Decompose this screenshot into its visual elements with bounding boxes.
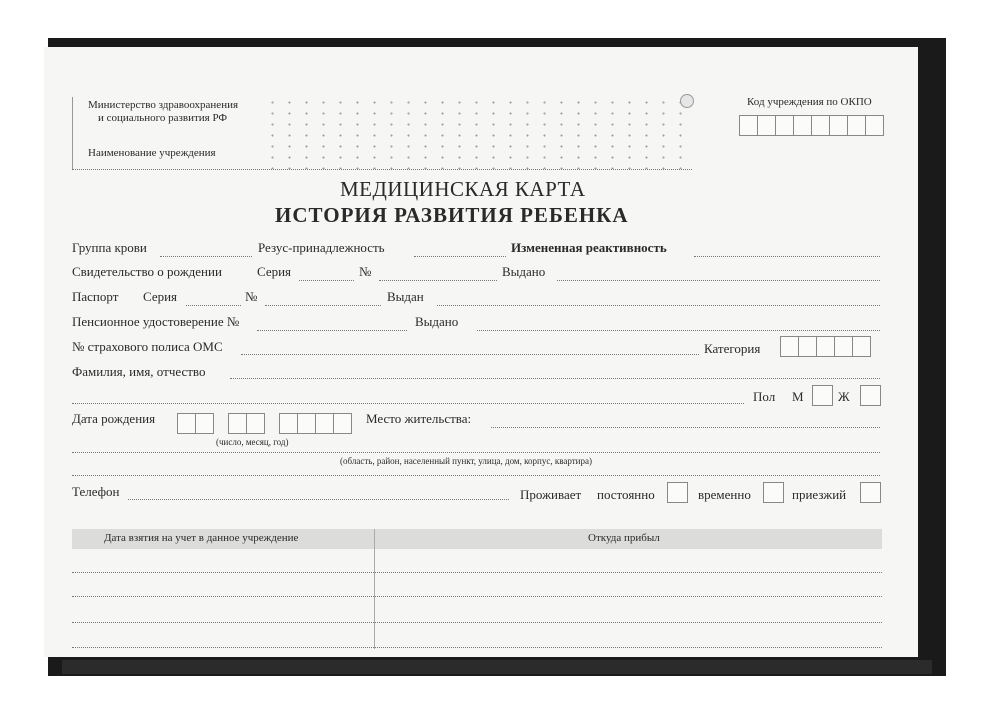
birth-certificate-number-field[interactable]	[379, 280, 497, 281]
rh-factor-label: Резус-принадлежность	[258, 240, 385, 255]
table-col1-header: Дата взятия на учет в данное учреждение	[104, 532, 299, 544]
passport-issued-field[interactable]	[437, 305, 880, 306]
lives-label: Проживает	[520, 487, 582, 502]
ministry-line1: Министерство здравоохранения	[88, 99, 239, 111]
table-row[interactable]	[72, 596, 882, 597]
address-field-line2[interactable]	[72, 475, 880, 476]
full-name-label: Фамилия, имя, отчество	[72, 364, 206, 379]
address-hint: (область, район, населенный пункт, улица, дом, корпус, квартира)	[340, 456, 592, 466]
sex-male-checkbox[interactable]	[812, 385, 833, 406]
table-row[interactable]	[72, 647, 882, 648]
full-name-field-line2[interactable]	[72, 403, 744, 404]
pension-issued-label: Выдано	[415, 314, 459, 329]
blood-group-field[interactable]	[160, 256, 252, 257]
phone-label: Телефон	[72, 484, 120, 499]
table-column-divider	[374, 529, 375, 649]
passport-issued-label: Выдан	[387, 289, 424, 304]
birth-date-hint: (число, месяц, год)	[216, 437, 289, 447]
table-row[interactable]	[72, 622, 882, 623]
birth-certificate-series-field[interactable]	[299, 280, 354, 281]
header-left-rule	[72, 97, 73, 169]
permanent-label: постоянно	[597, 487, 655, 502]
sex-male-label: М	[792, 389, 804, 404]
temporary-checkbox[interactable]	[763, 482, 784, 503]
sex-label: Пол	[753, 389, 776, 404]
blood-group-label: Группа крови	[72, 240, 147, 255]
full-name-field[interactable]	[230, 378, 880, 379]
altered-reactivity-field[interactable]	[694, 256, 880, 257]
passport-label: Паспорт	[72, 289, 119, 304]
birth-month-cells[interactable]	[228, 413, 264, 434]
header-bottom-line	[72, 169, 692, 170]
sex-female-label: Ж	[838, 389, 850, 404]
birth-certificate-series-label: Серия	[257, 264, 292, 279]
form-sheet	[44, 47, 918, 657]
category-label: Категория	[704, 341, 761, 356]
residence-label: Место жительства:	[366, 411, 472, 426]
sex-female-checkbox[interactable]	[860, 385, 881, 406]
temporary-label: временно	[698, 487, 751, 502]
residence-field[interactable]	[491, 427, 880, 428]
birth-certificate-number-label: №	[359, 264, 372, 279]
table-row[interactable]	[72, 572, 882, 573]
pension-certificate-label: Пенсионное удостоверение №	[72, 314, 240, 329]
okpo-label: Код учреждения по ОКПО	[747, 96, 872, 108]
visitor-label: приезжий	[792, 487, 847, 502]
oms-policy-label: № страхового полиса ОМС	[72, 339, 223, 354]
birth-certificate-issued-label: Выдано	[502, 264, 546, 279]
passport-number-field[interactable]	[265, 305, 381, 306]
okpo-code-cells[interactable]	[739, 115, 883, 136]
altered-reactivity-label: Измененная реактивность	[511, 240, 667, 255]
birth-date-label: Дата рождения	[72, 411, 156, 426]
birth-year-cells[interactable]	[279, 413, 351, 434]
staple-mark	[680, 94, 694, 108]
title-line1: МЕДИЦИНСКАЯ КАРТА	[340, 177, 586, 201]
institution-stamp-area[interactable]	[264, 97, 692, 169]
visitor-checkbox[interactable]	[860, 482, 881, 503]
category-cells[interactable]	[780, 336, 870, 357]
institution-name-label: Наименование учреждения	[88, 147, 216, 159]
rh-factor-field[interactable]	[414, 256, 506, 257]
pension-certificate-number-field[interactable]	[257, 330, 407, 331]
passport-number-label: №	[245, 289, 258, 304]
book-cover-edge	[62, 660, 932, 674]
passport-series-label: Серия	[143, 289, 178, 304]
phone-field[interactable]	[128, 499, 509, 500]
birth-certificate-label: Свидетельство о рождении	[72, 264, 222, 279]
birth-certificate-issued-field[interactable]	[557, 280, 880, 281]
pension-issued-field[interactable]	[477, 330, 880, 331]
table-col2-header: Откуда прибыл	[588, 532, 660, 544]
permanent-checkbox[interactable]	[667, 482, 688, 503]
passport-series-field[interactable]	[186, 305, 241, 306]
ministry-line2: и социального развития РФ	[98, 112, 228, 124]
oms-policy-field[interactable]	[241, 354, 699, 355]
birth-day-cells[interactable]	[177, 413, 213, 434]
address-field-line1[interactable]	[72, 452, 880, 453]
title-line2: ИСТОРИЯ РАЗВИТИЯ РЕБЕНКА	[275, 203, 629, 227]
